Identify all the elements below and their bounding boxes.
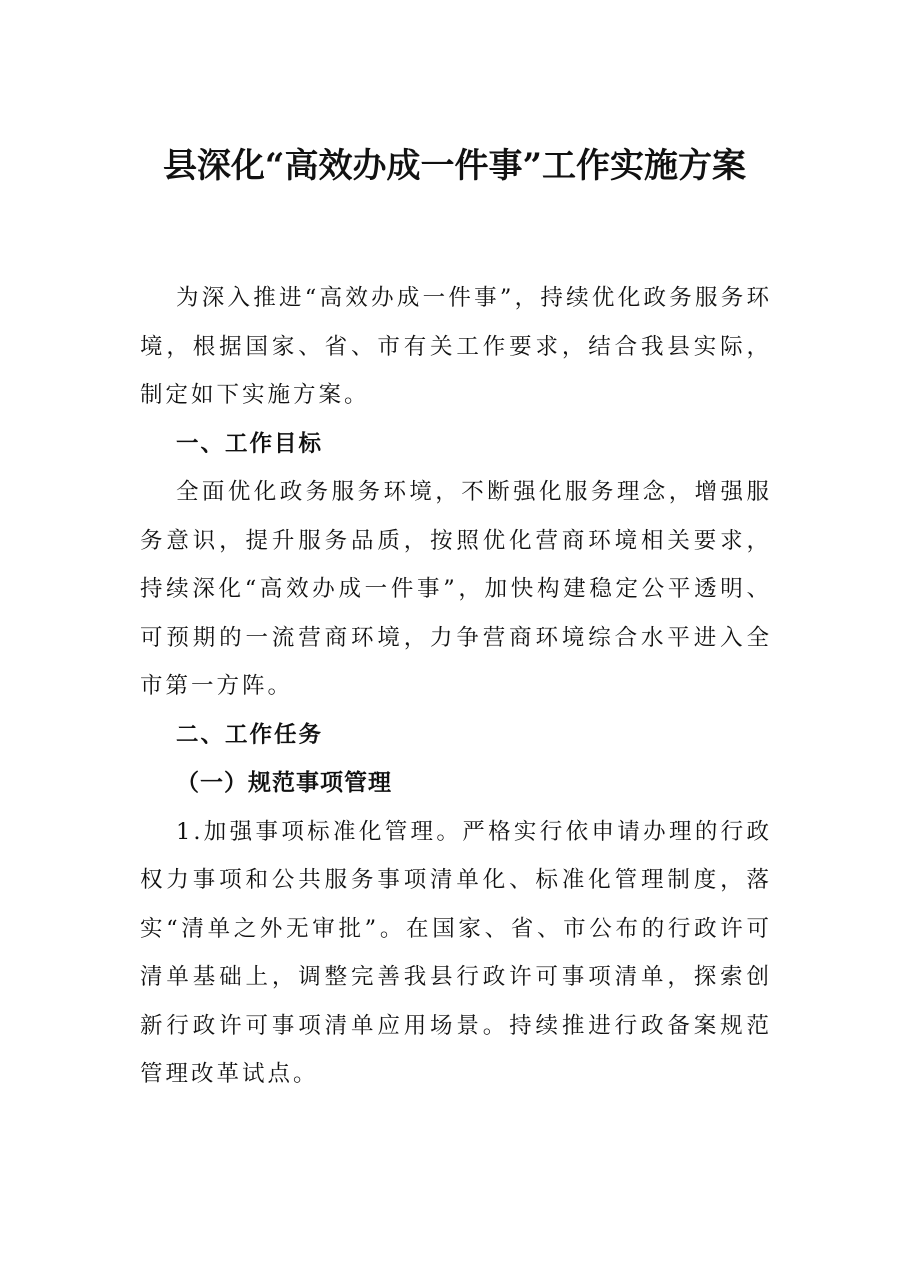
document-body xyxy=(140,274,772,1099)
section-heading-goals: 一、工作目标 xyxy=(176,430,324,457)
document-title: 县深化“高效办成一件事”工作实施方案 xyxy=(162,146,747,186)
goals-paragraph: 全面优化政务服务环境，不断强化服务理念，增强服务意识，提升服务品质，按照优化营商环境相关要求，持续深化“高效办成一件事”，加快构建稳定公平透明、可预期的一流营商环境，力争营商环境综合水平进入全市第一方阵。 xyxy=(140,479,772,699)
subsection-heading-item-management: （一）规范事项管理 xyxy=(176,770,392,796)
intro-paragraph: 为深入推进“高效办成一件事”，持续优化政务服务环境，根据国家、省、市有关工作要求，结合我县实际，制定如下实施方案。 xyxy=(140,285,772,408)
section-heading-tasks: 二、工作任务 xyxy=(176,721,324,748)
task-item-1-paragraph: 1.加强事项标准化管理。严格实行依申请办理的行政权力事项和公共服务事项清单化、标准化管理制度，落实“清单之外无审批”。在国家、省、市公布的行政许可清单基础上，调整完善我县行政许可事项清单，探索创新行政许可事项清单应用场景。持续推进行政备案规范管理改革试点。 xyxy=(140,818,772,1087)
